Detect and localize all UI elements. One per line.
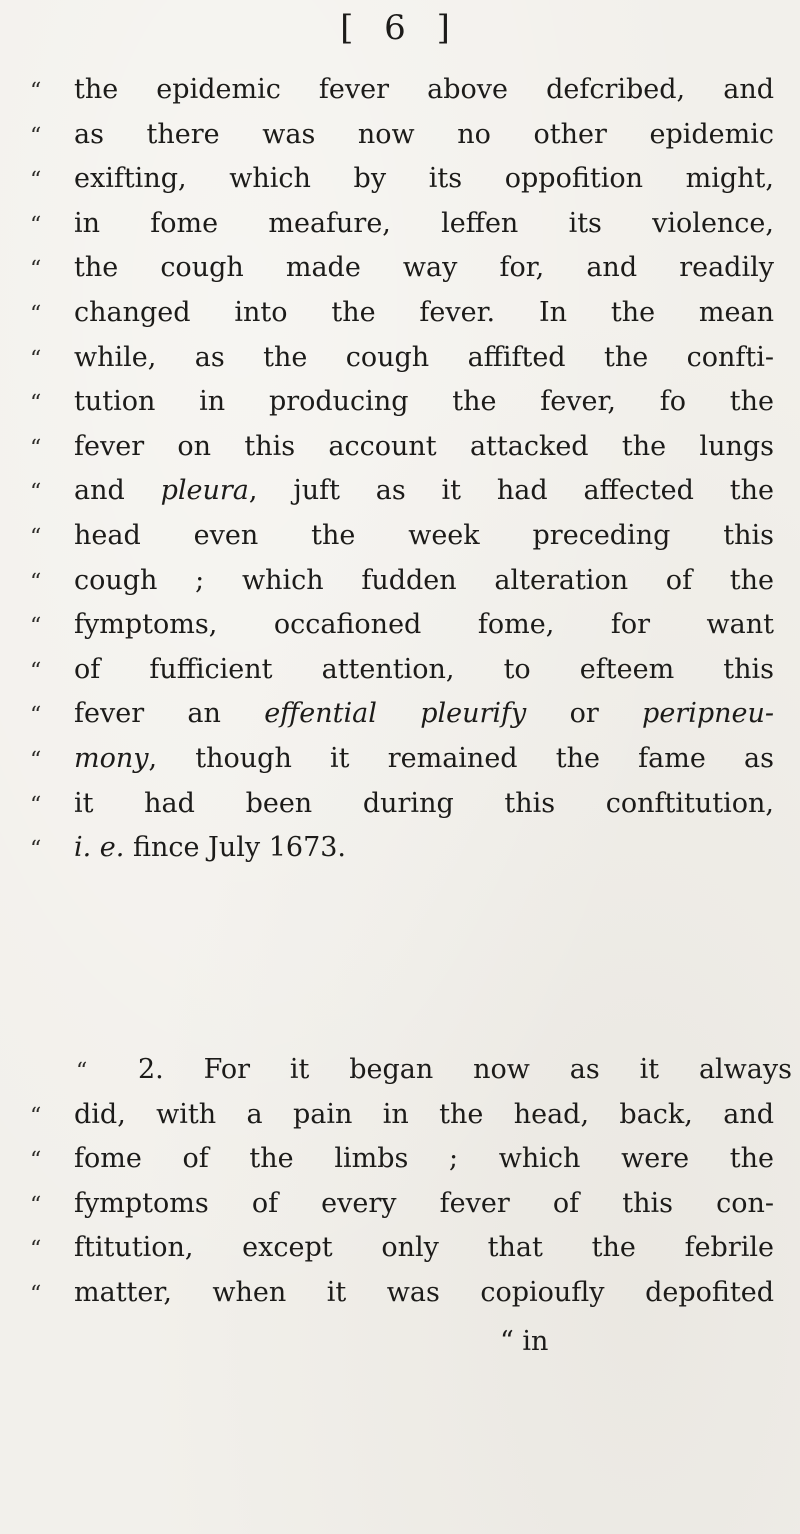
quote-mark: “ (30, 301, 42, 327)
quote-mark: “ (30, 391, 42, 417)
page-number: [ 6 ] (340, 8, 460, 48)
quote-mark: “ (30, 703, 42, 729)
text-line: “ tution in producing the fever, fo the (30, 380, 775, 425)
italic-term: peripneu- (642, 698, 775, 730)
paragraph-2 (30, 1048, 792, 1316)
quote-mark: “ (30, 524, 42, 550)
quote-mark: “ (30, 257, 42, 283)
quote-mark: “ (30, 79, 42, 104)
quote-mark: “ (30, 792, 42, 818)
quote-mark: “ (30, 1281, 42, 1307)
text-line: “ mony, though it remained the fame as (30, 737, 775, 782)
italic-term: mony (74, 742, 149, 774)
italic-term: pleura (160, 475, 249, 507)
quote-mark: “ (30, 168, 42, 194)
italic-term: i. e. (74, 832, 125, 864)
text-line: “ in fome meafure, leffen its violence, (30, 202, 775, 247)
text-line: “ ftitution, except only that the febrile (30, 1226, 775, 1271)
text-line: “ 2. For it began now as it always (30, 1048, 775, 1093)
quote-mark: “ (30, 1237, 42, 1263)
quote-mark: “ (30, 480, 42, 506)
quote-mark: “ (30, 212, 42, 238)
quote-mark: “ (30, 123, 42, 149)
text-line: “ while, as the cough affifted the confti- (30, 336, 775, 381)
text-line: “ fever an effential pleurify or peripneu- (30, 692, 775, 737)
quote-mark: “ (30, 435, 42, 461)
text-line: “ fymptoms of every fever of this con- (30, 1182, 775, 1227)
text-line: “ and pleura, juft as it had affected the (30, 469, 775, 514)
quote-mark: “ (30, 837, 42, 863)
text-line: “ of fufficient attention, to efteem this (30, 648, 775, 693)
text-line: “ the cough made way for, and readily (30, 246, 775, 291)
text-line: “ fome of the limbs ; which were the (30, 1137, 775, 1182)
text-line: “ did, with a pain in the head, back, and (30, 1093, 775, 1138)
quote-mark: “ (30, 614, 42, 640)
italic-term: effential pleurify (264, 698, 527, 730)
text-line: “ i. e. fince July 1673. (30, 826, 775, 871)
quote-mark: “ (30, 658, 42, 684)
text-line: “ fymptoms, occafioned fome, for want (30, 603, 775, 648)
text-line: “ it had been during this conftitution, (30, 782, 775, 827)
text-line: “ head even the week preceding this (30, 514, 775, 559)
text-line: “ the epidemic fever above defcribed, and (30, 68, 775, 113)
quote-mark: “ (30, 346, 42, 372)
quote-mark: “ (30, 1192, 42, 1218)
paragraph-1 (30, 68, 775, 871)
quote-mark: “ (30, 569, 42, 595)
text-line: “ exifting, which by its oppofition might, (30, 157, 775, 202)
quote-mark: “ (30, 1148, 42, 1174)
catchword: “ in (500, 1326, 549, 1357)
text-line: “ as there was now no other epidemic (30, 113, 775, 158)
text-line: “ cough ; which fudden alteration of the (30, 559, 775, 604)
text-line: “ fever on this account attacked the lungs (30, 425, 775, 470)
quote-mark: “ (30, 1103, 42, 1129)
quote-mark: “ (30, 747, 42, 773)
quote-mark: “ (76, 1059, 88, 1084)
text-line: “ changed into the fever. In the mean (30, 291, 775, 336)
text-line: “ matter, when it was copioufly depofited (30, 1271, 775, 1316)
